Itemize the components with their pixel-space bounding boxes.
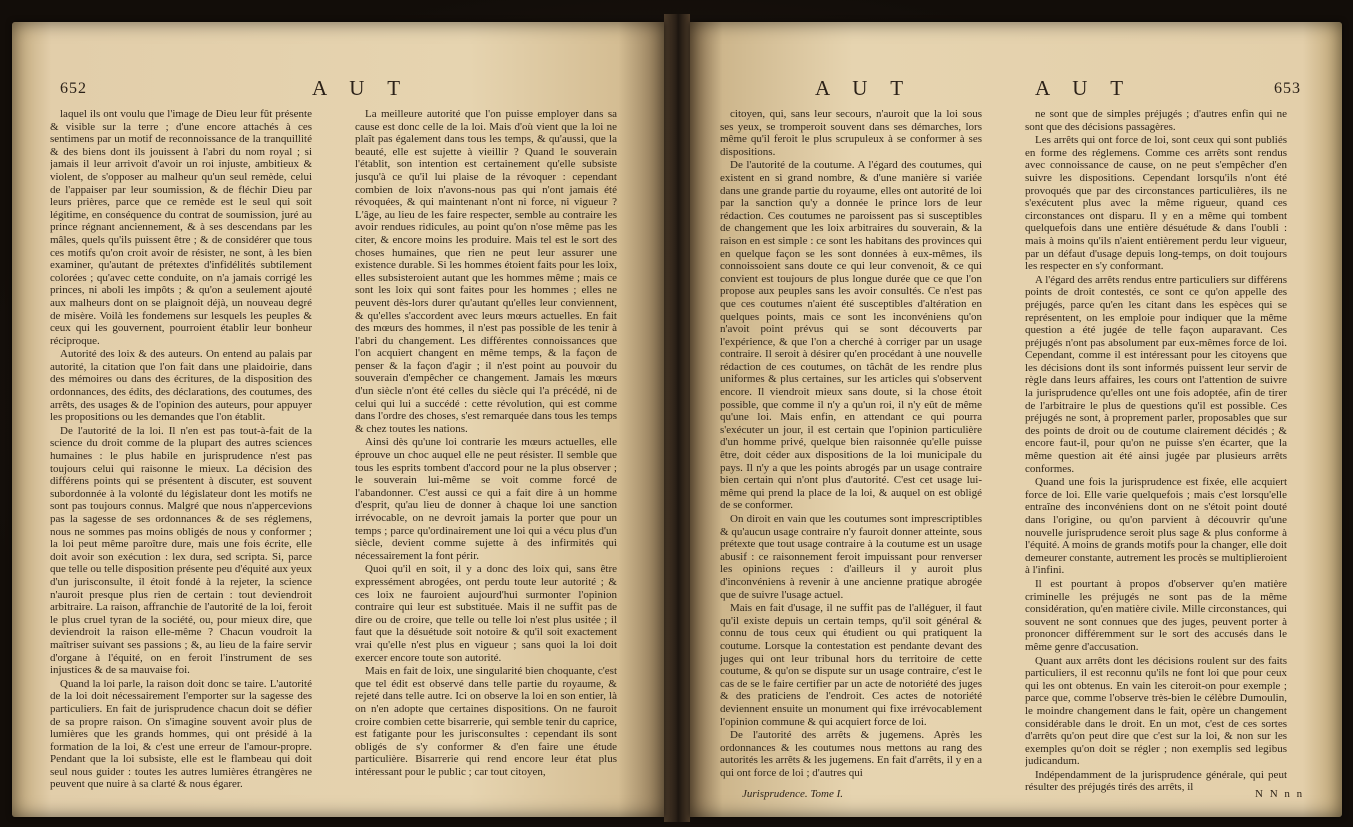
right-running-head-1: A U T [815, 76, 913, 100]
paragraph: Quand la loi parle, la raison doit donc se taire. L'autorité de la loi doit nécessairement l'emporter sur la sagesse des particuliers. En fait de jurisprudence chacun doit se défier de sa propre raison. On s'imagine souvent avoir plus de lumières que les grands hommes, qui ont présidé à la formation de la loi, & c'est une erreur de l'amour-propre. Pendant que la loi subsiste, elle est le flambeau qui doit seul nous guider : toutes les autres lumières étrangères ne peuvent que nuire à sa clarté & nous égarer. [50, 677, 312, 791]
paragraph: citoyen, qui, sans leur secours, n'auroit que la loi sous ses yeux, se tromperoit souvent dans ses démarches, lors même qu'il feroit le plus scrupuleux à se conformer à ses dispositions. [720, 108, 982, 158]
right-page-header [690, 74, 1342, 104]
paragraph: A l'égard des arrêts rendus entre particuliers sur différens points de droit contestés, ce sont ce qu'on appelle des préjugés, parce qu'en les citant dans les espèces qui se représentent, on les emploie pour indiquer que la même question a été jugée de telle façon auparavant. Ces préjugés n'ont pas absolument par eux-mêmes force de loi. Cependant, comme il est intéressant pour les citoyens que les décisions dont ils sont informés puissent leur servir de règle dans leurs affaires, les cours ont l'attention de suivre la jurisprudence qu'elles ont une fois adoptée, afin de tirer de l'arbitraire le plus de questions qu'il est possible. Ces préjugés ne sont, à proprement parler, proposables que sur des points de droit ou de coutume clairement décidés ; & encore faut-il, pour qu'on ne puisse s'en écarter, que la même question ait été ainsi jugée par plusieurs arrêts conformes. [1025, 273, 1287, 475]
paragraph: Quoi qu'il en soit, il y a donc des loix qui, sans être expressément abrogées, ont perdu toute leur autorité ; & ces loix ne fauroient aujourd'hui surmonter l'opinion contraire qui leur est substituée. Mais il ne suffit pas de dire ou de croire, que telle ou telle loi n'est plus usitée ; il faut que la désuétude soit notoire & qu'il soit exactement vrai qu'elle n'est plus en vigueur ; sans quoi la loi doit exercer encore toute son autorité. [355, 563, 617, 664]
right-page-number: 653 [1274, 80, 1301, 97]
page-signature: N N n n [1255, 788, 1305, 800]
footer-volume-note: Jurisprudence. Tome I. [742, 788, 844, 800]
paragraph: De l'autorité de la loi. Il n'en est pas tout-à-fait de la science du droit comme de la plupart des autres sciences humaines : le plus habile en jurisprudence n'est pas toujours celui qui raisonne le mieux. La décision des différens points qui se présentent à discuter, est souvent subordonnée à la volonté du législateur dont les motifs ne sont pas toujours connus. Malgré que nous n'appercevions pas la sagesse de ses ordonnances & de ses réglemens, nous ne sommes pas moins obligés de nous y conformer ; la loi peut même paroître dure, mais une fois écrite, elle doit avoir son exécution : lex dura, sed scripta. Si, parce que telle ou telle disposition présente peu d'équité aux yeux d'un jurisconsulte, il étoit fondé à la rejeter, la science n'auroit presque plus rien de certain : tout deviendroit arbitraire. La raison, affranchie de l'autorité de la loi, feroit le plus cruel tyran de la société, ou, pour mieux dire, que deviendroit la raison elle-même ? Chacun voudroit la maîtriser suivant ses passions ; &, au lieu de la faire servir d'organe à l'équité, on en feroit l'instrument de ses injustices & de sa mauvaise foi. [50, 424, 312, 677]
paragraph: On diroit en vain que les coutumes sont imprescriptibles & qu'aucun usage contraire n'y fauroit donner atteinte, sous prétexte que tout usage contraire à la coutume est un usage abusif : ce raisonnement feroit impuissant pour renverser les opinions reçues : d'ailleurs il y auroit plus d'inconvéniens à revenir à une ancienne pratique abrogée que de suivre l'usage actuel. [720, 513, 982, 601]
paragraph: Indépendamment de la jurisprudence générale, qui peut résulter des préjugés tirés des arrêts, il [1025, 768, 1287, 794]
left-running-head: A U T [312, 76, 410, 100]
paragraph: ne sont que de simples préjugés ; d'autres enfin qui ne sont que des décisions passagères. [1025, 108, 1287, 133]
paragraph: Il est pourtant à propos d'observer qu'en matière criminelle les préjugés ne sont pas de la même considération, qu'en matière civile. Mille circonstances, qui souvent ne sont connues que des juges, peuvent porter à prononcer différemment sur le sort des accusés dans le même genre d'accusation. [1025, 577, 1287, 653]
paragraph: Les arrêts qui ont force de loi, sont ceux qui sont publiés en forme des réglemens. Comme ces arrêts sont rendus avec connoissance de cause, on ne peut s'empêcher d'en suivre les dispositions. Cependant lorsqu'ils n'ont été provoqués que par des circonstances particulières, ils ne s'exécutent plus avec la même rigueur, quand ces circonstances ont disparu. Il y en a même qui tombent quelquefois dans une entière désuétude & dans l'oubli : mais à moins qu'ils n'aient entièrement perdu leur vigueur, par un défaut d'usage depuis long-temps, on doit toujours les respecter en s'y conformant. [1025, 134, 1287, 273]
right-running-head-2: A U T [1035, 76, 1133, 100]
paragraph: Mais en fait de loix, une singularité bien choquante, c'est que tel édit est observé dans telle partie du royaume, & rejeté dans telle autre. Ici on observe la loi en son entier, là on n'en adopte que certaines dispositions. On ne fauroit croire combien cette bisarrerie, qui semble tenir du caprice, est fatigante pour les jurisconsultes : cependant ils sont obligés de s'y conformer & d'en faire une étude particulière. Bisarrerie qui rend encore leur état plus intéressant pour le public ; car tout citoyen, [355, 665, 617, 778]
right-column-1 [720, 108, 982, 808]
paragraph: Quand une fois la jurisprudence est fixée, elle acquiert force de loi. Elle varie quelquefois ; mais c'est lorsqu'elle entraîne des inconvéniens dont on ne s'étoit point douté dans l'origine, ou qu'on parvient à découvrir qu'une nouvelle jurisprudence seroit plus sage & plus conforme à l'équité. A moins de grands motifs pour la changer, elle doit demeurer constante, autrement les procès se multiplieroient à l'infini. [1025, 476, 1287, 577]
paragraph: De l'autorité des arrêts & jugemens. Après les ordonnances & les coutumes nous mettons au rang des autorités les arrêts & les jugemens. En fait d'arrêts, il y en a qui ont force de loi ; d'autres qui [720, 729, 982, 779]
left-page-header [12, 74, 664, 104]
paragraph: La meilleure autorité que l'on puisse employer dans sa cause est donc celle de la loi. Mais d'où vient que la loi ne plaît pas également dans tous les temps, & qu'aussi, que la beauté, elle est sujette à vieillir ? Quand le souverain l'établit, son intention est certainement qu'elle subsiste jusqu'à ce qu'il lui plaise de la révoquer : cependant combien de loix n'avons-nous pas qui n'ont jamais été révoquées, & qui maintenant n'ont ni force, ni vigueur ? L'âge, au lieu de les faire respecter, semble au contraire les avoir rendues ridicules, au point qu'on n'ose même pas les citer, & encore moins les produire. Mais tel est le sort des choses humaines, que rien ne peut leur assurer une existence durable. Si les hommes étoient faits pour les loix, elles subsisteroient autant que les hommes même ; mais ce sont les loix qui sont faites pour les hommes ; elles ne peuvent dès-lors durer qu'autant qu'elles leur conviennent, & qu'elles s'accordent avec leurs mœurs actuelles. En fait des mœurs des hommes, il n'est pas possible de les tenir à l'abri du changement. Les différentes connoissances que l'on acquiert changent en même temps, & la façon de penser & la façon d'agir ; il n'est point au pouvoir du souverain d'empêcher ce changement. Jamais les mœurs d'un siècle n'ont été celles du siècle qui l'a précédé, ni de celui qui lui a succédé : cette révolution, qui est comme dans l'ordre des choses, s'est remarquée dans tous les temps & chez toutes les nations. [355, 108, 617, 435]
left-column-2 [355, 108, 617, 808]
paragraph: Autorité des loix & des auteurs. On entend au palais par autorité, la citation que l'on fait dans une plaidoirie, dans des mémoires ou dans des écritures, de la disposition des ordonnances, des édits, des déclarations, des coutumes, des arrêts, des usages & de l'opinion des auteurs, pour appuyer les propositions ou les demandes que l'on établit. [50, 348, 312, 424]
paragraph: laquel ils ont voulu que l'image de Dieu leur fût présente & visible sur la terre ; d'une encore attachés à ces sentimens par un motif de reconnoissance de la tranquillité & des biens dont ils jouissent à l'abri du nom royal ; si jamais il leur arrivoit d'avoir un roi injuste, ambitieux & violent, de s'opposer au malheur qu'un seul remède, celui de l'appaiser par leur soumission, & de fléchir Dieu par leurs prières, parce que ce remède est le seul qui soit légitime, en conséquence du contrat de soumission, juré au prince régnant anciennement, & à ses descendans par les mâles, quels qu'ils puissent être ; & de considérer que tous ces motifs qu'on croit avoir de résister, ne sont, à les bien examiner, qu'autant de prétextes d'infidélités subtilement colorées ; qu'avec cette conduite, on n'a jamais corrigé les princes, ni aboli les impôts ; & qu'on a seulement ajouté aux malheurs dont on se plaignoit déjà, un nouveau degré de misère. Voilà les fondemens sur lesquels les peuples & ceux qui les gouvernent, pourroient établir leur bonheur réciproque. [50, 108, 312, 347]
paragraph: Mais en fait d'usage, il ne suffit pas de l'alléguer, il faut qu'il existe depuis un certain temps, qu'il soit général & connu de tous ceux qui étudient ou qui pratiquent la coutume. Lorsque la contestation est pendante devant des juges qui ont leur tribunal hors du territoire de cette coutume, & qu'on se dispute sur un usage contraire, c'est le cas de se le faire certifier par un acte de notoriété des juges & des praticiens de l'endroit. Ces actes de notoriété deviennent ensuite un monument qui fixe irrévocablement l'opinion commune & qui acquiert force de loi. [720, 602, 982, 728]
left-column-1 [50, 108, 312, 808]
left-page [12, 22, 664, 817]
paragraph: Ainsi dès qu'une loi contrarie les mœurs actuelles, elle éprouve un choc auquel elle ne peut résister. Il semble que tous les esprits tombent d'accord pour ne la plus observer ; le souverain lui-même se voit comme forcé de l'abandonner. C'est aussi ce qui a fait dire à un homme d'esprit, qu'au lieu de donner à chaque loi une sanction irrévocable, on ne devroit jamais la porter que pour un temps ; parce qu'ordinairement une loi qui a vécu plus d'un siècle, devient comme sujette à des infirmités qui nécessairement la font périr. [355, 436, 617, 562]
right-page [690, 22, 1342, 817]
left-page-number: 652 [60, 80, 87, 97]
paragraph: De l'autorité de la coutume. A l'égard des coutumes, qui existent en si grand nombre, & d'une manière si variée dans une grande partie du royaume, elles ont autorité de loi par la sanction qu'y a donnée le prince lors de leur rédaction. Ces coutumes ne paroissent pas si susceptibles de changement que les loix arbitraires du souverain, & la raison en est simple : ce sont les habitans des provinces qui en quelque façon se les sont données à eux-mêmes, ils connoissoient sans doute ce qui leur convenoit, & ce qui convient est toujours de plus longue durée que ce que l'on propose aux peuples sans les avoir consultés. Ce n'est pas que ces coutumes n'aient été susceptibles d'altération en quelques points, mais ce sont les inconvéniens qu'on n'avoit point prévus qui se sont découverts par l'expérience, & que l'on a cherché à corriger par un usage contraire. Il seroit à désirer qu'en procédant à une nouvelle rédaction de ces coutumes, on tâchât de les rendre plus uniformes & plus certaines, sur les articles qui s'observent encore. Il viendroit mieux sans doute, si la chose étoit possible, que comme il n'y a qu'un roi, il n'y eût de même qu'une loi. Mais enfin, en attendant ce qui pourra s'exécuter un jour, il est certain que l'opinion particulière d'un homme privé, quelque bien raisonnée qu'elle puisse être, doit céder aux dispositions de la loi municipale du pays. Il n'y a que les points abrogés par un usage contraire bien certain qui n'ont plus d'autorité. C'est cet usage lui-même qui prend la place de la loi, & auquel on est obligé de se conformer. [720, 159, 982, 512]
right-column-2 [1025, 108, 1287, 808]
book-gutter [664, 14, 690, 822]
paragraph: Quant aux arrêts dont les décisions roulent sur des faits particuliers, il est reconnu qu'ils ne font loi que pour ceux qui les ont obtenus. En vain les citeroit-on pour exemple ; parce que, comme l'observe très-bien le célèbre Dumoulin, le moindre changement dans le fait, opère un changement considérable dans le droit. En un mot, c'est de ces sortes d'arrêts qu'on peut dire que c'est sur la loi, & non sur les exemples qu'on doit se régler ; non exemplis sed legibus judicandum. [1025, 654, 1287, 768]
